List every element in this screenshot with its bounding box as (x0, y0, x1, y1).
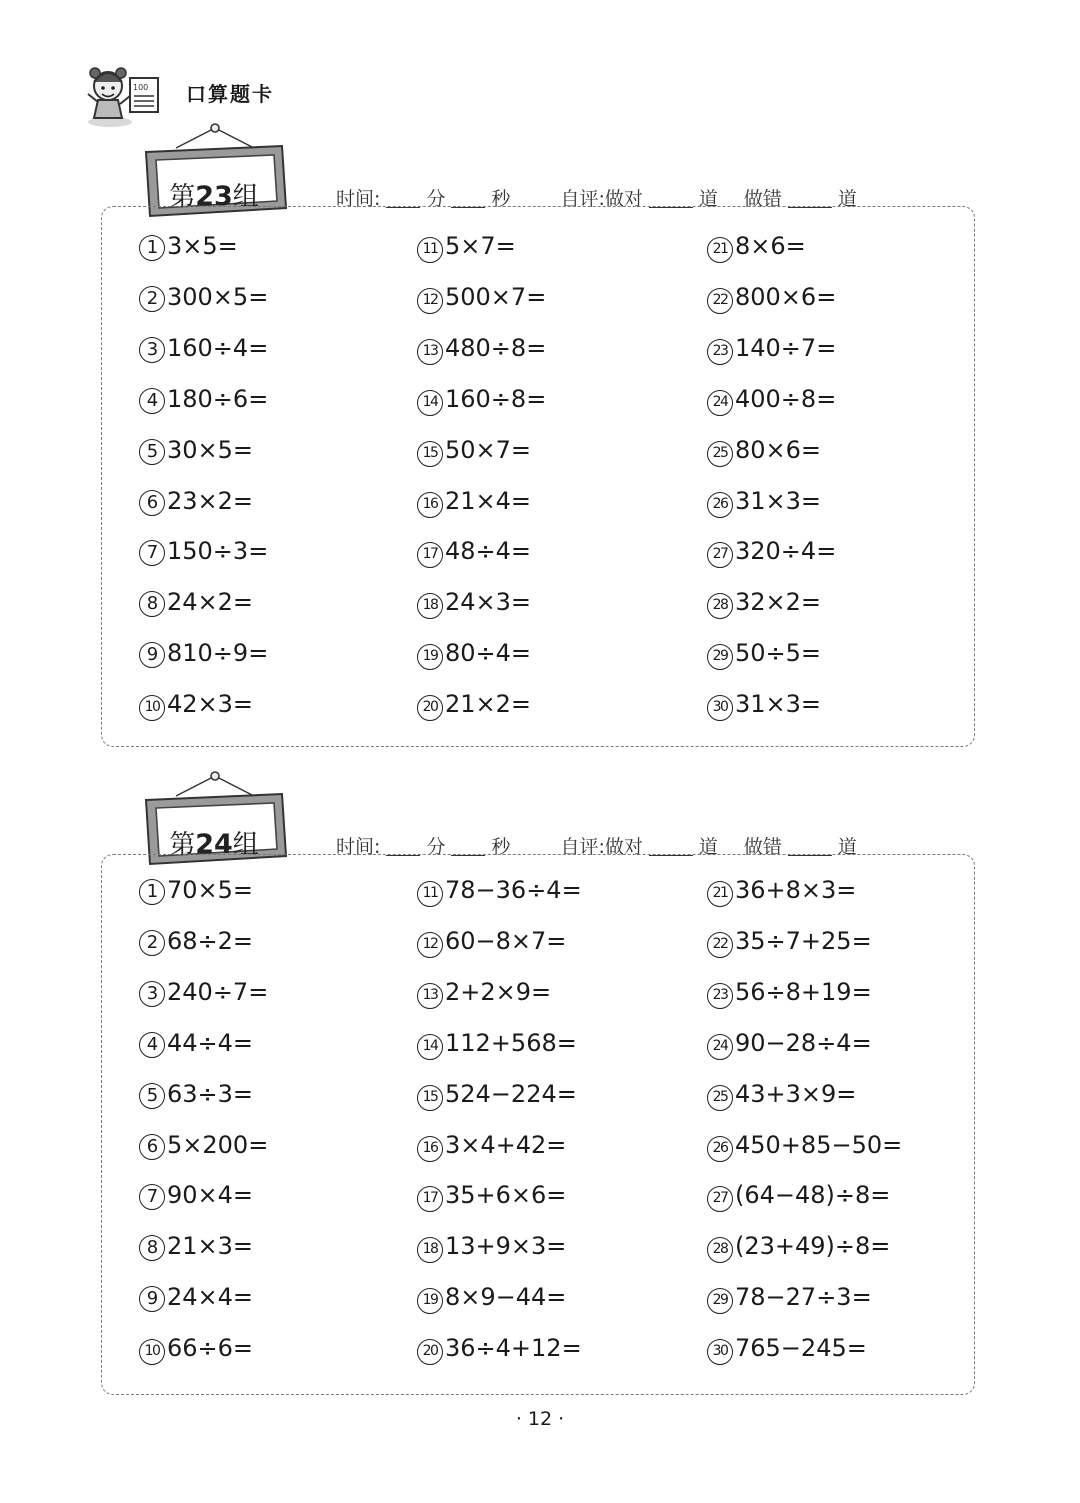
problem-expression: 80×6= (735, 435, 822, 464)
problem-number-badge: 9 (139, 1286, 165, 1312)
second-unit: 秒 (491, 188, 511, 210)
problem-item (139, 385, 268, 425)
problem-number-badge: 8 (139, 591, 165, 617)
problem-item (707, 978, 872, 1018)
problem-number-badge: 18 (417, 593, 443, 619)
problem-expression: 78−36÷4= (445, 876, 582, 904)
problem-expression: 21×2= (445, 690, 532, 719)
problem-item (707, 537, 836, 577)
problem-expression: 56÷8+19= (735, 977, 872, 1006)
problem-item (707, 1232, 890, 1272)
problem-expression: 31×3= (735, 690, 822, 719)
problem-item (417, 283, 546, 323)
problem-expression: 70×5= (167, 876, 254, 904)
problem-number-badge: 10 (139, 1339, 165, 1365)
problem-expression: 63÷3= (167, 1079, 254, 1108)
problem-expression: 524−224= (445, 1079, 577, 1108)
problem-expression: 480÷8= (445, 333, 547, 362)
problem-item (417, 978, 551, 1018)
problem-expression: 24×4= (167, 1283, 254, 1312)
problem-expression: 240÷7= (167, 977, 269, 1006)
problem-item (139, 639, 268, 679)
self-eval-label: 自评:做对 (560, 188, 643, 210)
problem-item (417, 927, 566, 967)
problem-item (139, 1131, 268, 1171)
problem-number-badge: 22 (707, 288, 733, 314)
problem-expression: 48÷4= (445, 537, 532, 566)
problem-number-badge: 4 (139, 1032, 165, 1058)
problem-expression: 2+2×9= (445, 977, 552, 1006)
correct-unit: 道 (698, 188, 718, 210)
problem-item (707, 1283, 872, 1323)
problem-number-badge: 1 (139, 235, 165, 261)
wrong-label: 做错 (743, 188, 782, 210)
problem-number-badge: 6 (139, 1134, 165, 1160)
problem-expression: 24×2= (167, 588, 254, 617)
wrong-unit: 道 (837, 188, 857, 210)
problem-item (417, 1334, 582, 1374)
problem-expression: 160÷4= (167, 333, 269, 362)
problem-number-badge: 29 (707, 1288, 733, 1314)
problem-expression: 150÷3= (167, 537, 269, 566)
problem-expression: 42×3= (167, 690, 254, 719)
group-24-section (0, 768, 1080, 1398)
problem-number-badge: 27 (707, 1186, 733, 1212)
problem-number-badge: 24 (707, 390, 733, 416)
problem-number-badge: 9 (139, 642, 165, 668)
problem-expression: 8×6= (735, 232, 806, 260)
problem-expression: 36+8×3= (735, 876, 857, 904)
problem-number-badge: 25 (707, 1085, 733, 1111)
problem-item (417, 876, 582, 916)
problem-number-badge: 6 (139, 490, 165, 516)
problem-number-badge: 27 (707, 542, 733, 568)
problem-expression: 78−27÷3= (735, 1283, 872, 1312)
problem-item (707, 334, 836, 374)
problem-number-badge: 13 (417, 983, 443, 1009)
problem-item (139, 1232, 253, 1272)
problem-item (707, 1131, 902, 1171)
problem-number-badge: 22 (707, 932, 733, 958)
problem-number-badge: 26 (707, 492, 733, 518)
problem-expression: 8×9−44= (445, 1283, 567, 1312)
problem-number-badge: 21 (707, 237, 733, 263)
problem-expression: 3×5= (167, 232, 238, 260)
problem-number-badge: 14 (417, 1034, 443, 1060)
time-label: 时间: (336, 188, 381, 210)
page-title: 口算题卡 (186, 82, 274, 106)
problem-expression: 35÷7+25= (735, 926, 872, 955)
problem-number-badge: 20 (417, 695, 443, 721)
problem-item (707, 588, 821, 628)
problem-item (417, 639, 531, 679)
problem-number-badge: 10 (139, 695, 165, 721)
problem-expression: (23+49)÷8= (735, 1232, 891, 1261)
wrong-label: 做错 (743, 836, 782, 858)
correct-unit: 道 (698, 836, 718, 858)
problem-item (139, 1029, 253, 1069)
problem-item (707, 1181, 890, 1221)
problem-item (139, 537, 268, 577)
self-eval-label: 自评:做对 (560, 836, 643, 858)
problem-expression: 32×2= (735, 588, 822, 617)
problem-expression: 68÷2= (167, 926, 254, 955)
problem-item (707, 232, 806, 272)
problem-expression: (64−48)÷8= (735, 1181, 891, 1210)
problem-item (417, 487, 531, 527)
problem-number-badge: 5 (139, 439, 165, 465)
problem-number-badge: 3 (139, 981, 165, 1007)
problem-expression: 320÷4= (735, 537, 837, 566)
problem-expression: 23×2= (167, 486, 254, 515)
problem-expression: 66÷6= (167, 1334, 254, 1363)
problem-number-badge: 15 (417, 1085, 443, 1111)
problem-expression: 13+9×3= (445, 1232, 567, 1261)
problem-item (417, 232, 516, 272)
problem-number-badge: 23 (707, 339, 733, 365)
problem-item (417, 1283, 566, 1323)
problem-number-badge: 23 (707, 983, 733, 1009)
minute-unit: 分 (426, 188, 446, 210)
problem-expression: 36÷4+12= (445, 1334, 582, 1363)
problem-number-badge: 12 (417, 288, 443, 314)
problem-number-badge: 7 (139, 540, 165, 566)
problem-expression: 30×5= (167, 435, 254, 464)
problem-item (707, 385, 836, 425)
problem-expression: 765−245= (735, 1334, 867, 1363)
group-prefix: 第 (169, 182, 196, 212)
problem-number-badge: 13 (417, 339, 443, 365)
group-prefix: 第 (169, 830, 196, 860)
problem-expression: 5×7= (445, 232, 516, 260)
problem-item (707, 1080, 856, 1120)
problem-item (417, 1181, 566, 1221)
group-number: 24 (195, 829, 233, 860)
problem-number-badge: 30 (707, 1339, 733, 1365)
problem-expression: 50×7= (445, 435, 532, 464)
problem-expression: 3×4+42= (445, 1130, 567, 1159)
problem-item (139, 334, 268, 374)
problem-item (417, 1131, 566, 1171)
problem-number-badge: 21 (707, 881, 733, 907)
problem-item (417, 537, 531, 577)
problem-item (139, 283, 268, 323)
problem-expression: 810÷9= (167, 639, 269, 668)
problem-item (707, 690, 821, 730)
problem-number-badge: 29 (707, 644, 733, 670)
wrong-unit: 道 (837, 836, 857, 858)
problem-expression: 60−8×7= (445, 926, 567, 955)
group-23-section (0, 120, 1080, 750)
problem-expression: 140÷7= (735, 333, 837, 362)
second-unit: 秒 (491, 836, 511, 858)
problem-item (707, 283, 836, 323)
problem-item (139, 1080, 253, 1120)
problem-item (417, 1080, 577, 1120)
problem-expression: 24×3= (445, 588, 532, 617)
problem-item (417, 334, 546, 374)
minute-unit: 分 (426, 836, 446, 858)
problem-item (139, 927, 253, 967)
problem-number-badge: 16 (417, 1136, 443, 1162)
problem-expression: 400÷8= (735, 384, 837, 413)
problem-expression: 21×4= (445, 486, 532, 515)
problem-item (707, 639, 821, 679)
problem-expression: 31×3= (735, 486, 822, 515)
problem-expression: 90×4= (167, 1181, 254, 1210)
problem-number-badge: 19 (417, 644, 443, 670)
problem-expression: 112+568= (445, 1028, 577, 1057)
logo-card-text: 100 (133, 83, 149, 92)
group-number: 23 (195, 181, 233, 212)
problem-item (417, 690, 531, 730)
problem-expression: 44÷4= (167, 1028, 254, 1057)
problem-item (139, 1181, 253, 1221)
problem-number-badge: 4 (139, 388, 165, 414)
problem-item (707, 1029, 872, 1069)
problem-number-badge: 7 (139, 1184, 165, 1210)
problem-number-badge: 30 (707, 695, 733, 721)
problem-item (139, 1334, 253, 1374)
problem-expression: 21×3= (167, 1232, 254, 1261)
problem-item (417, 1029, 577, 1069)
page-number: · 12 · (515, 1408, 565, 1430)
problem-expression: 80÷4= (445, 639, 532, 668)
problem-expression: 50÷5= (735, 639, 822, 668)
problem-expression: 43+3×9= (735, 1079, 857, 1108)
problem-item (139, 876, 253, 916)
problem-item (707, 436, 821, 476)
problem-number-badge: 8 (139, 1235, 165, 1261)
problem-expression: 35+6×6= (445, 1181, 567, 1210)
problem-item (139, 978, 268, 1018)
problem-expression: 90−28÷4= (735, 1028, 872, 1057)
problem-number-badge: 12 (417, 932, 443, 958)
problem-number-badge: 26 (707, 1136, 733, 1162)
group-suffix: 组 (232, 830, 259, 860)
problem-number-badge: 1 (139, 879, 165, 905)
problem-number-badge: 2 (139, 286, 165, 312)
problem-number-badge: 17 (417, 542, 443, 568)
problem-number-badge: 14 (417, 390, 443, 416)
problem-number-badge: 17 (417, 1186, 443, 1212)
problem-expression: 5×200= (167, 1130, 269, 1159)
problem-item (417, 588, 531, 628)
problem-number-badge: 5 (139, 1083, 165, 1109)
problem-item (417, 436, 531, 476)
problem-number-badge: 19 (417, 1288, 443, 1314)
problem-number-badge: 28 (707, 1237, 733, 1263)
problem-number-badge: 16 (417, 492, 443, 518)
problem-number-badge: 18 (417, 1237, 443, 1263)
problem-number-badge: 2 (139, 930, 165, 956)
group-suffix: 组 (232, 182, 259, 212)
problem-item (707, 927, 872, 967)
problem-number-badge: 20 (417, 1339, 443, 1365)
problem-expression: 500×7= (445, 282, 547, 311)
problem-number-badge: 25 (707, 441, 733, 467)
problem-number-badge: 3 (139, 337, 165, 363)
problem-expression: 450+85−50= (735, 1130, 903, 1159)
problem-item (707, 876, 856, 916)
problem-number-badge: 28 (707, 593, 733, 619)
problem-item (139, 690, 253, 730)
problem-item (417, 1232, 566, 1272)
problem-item (139, 1283, 253, 1323)
problem-item (417, 385, 546, 425)
problem-item (707, 487, 821, 527)
problem-item (139, 588, 253, 628)
problem-number-badge: 11 (417, 881, 443, 907)
problem-item (707, 1334, 867, 1374)
problem-number-badge: 11 (417, 237, 443, 263)
problem-expression: 800×6= (735, 282, 837, 311)
problem-expression: 180÷6= (167, 384, 269, 413)
problem-number-badge: 24 (707, 1034, 733, 1060)
problem-item (139, 232, 238, 272)
problem-number-badge: 15 (417, 441, 443, 467)
problem-item (139, 487, 253, 527)
problem-expression: 300×5= (167, 282, 269, 311)
time-label: 时间: (336, 836, 381, 858)
problem-item (139, 436, 253, 476)
problem-expression: 160÷8= (445, 384, 547, 413)
